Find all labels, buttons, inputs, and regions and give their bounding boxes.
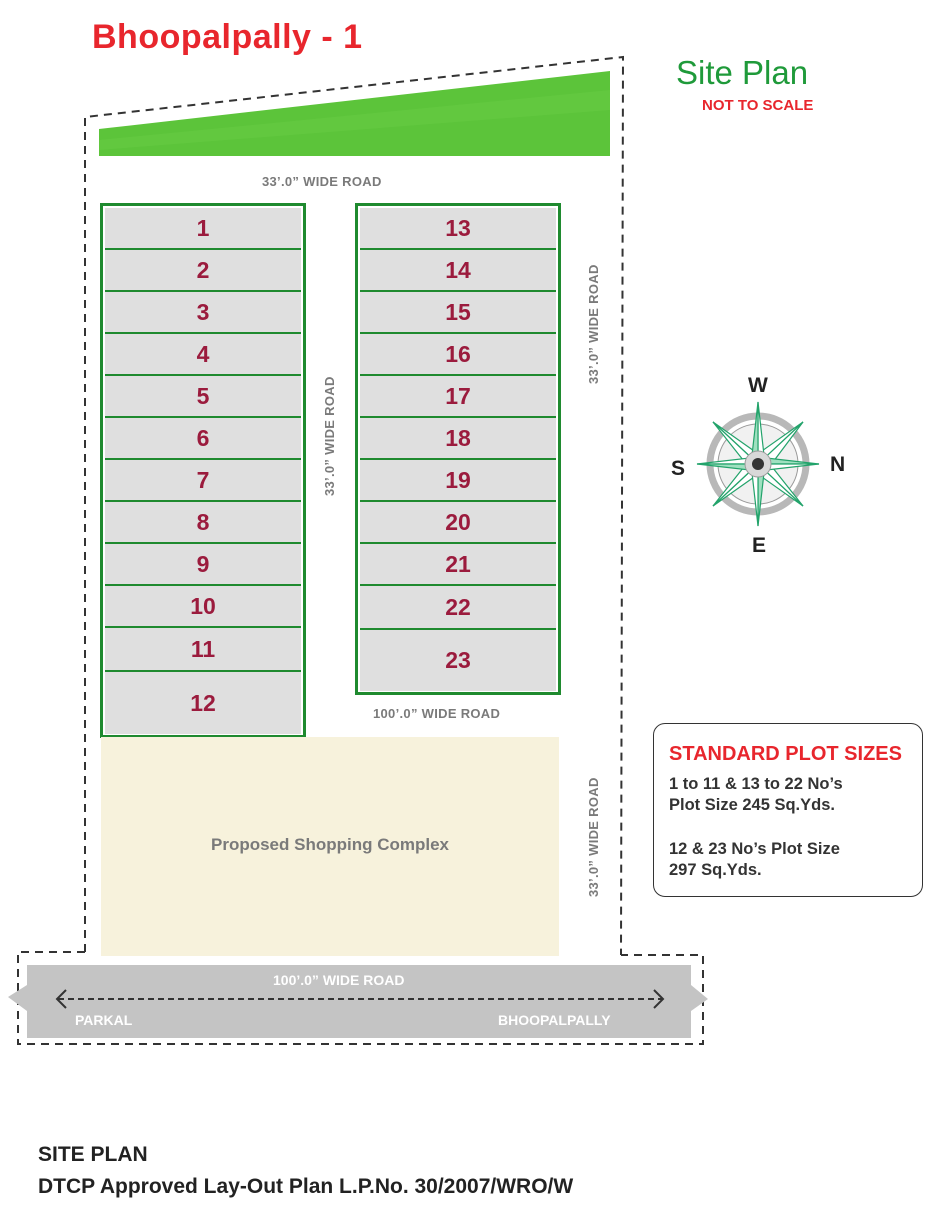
plot-9[interactable]: 9: [105, 544, 301, 586]
plot-14[interactable]: 14: [360, 250, 556, 292]
compass-south-label: S: [671, 457, 686, 480]
plot-15[interactable]: 15: [360, 292, 556, 334]
top-road-label: 33’.0” WIDE ROAD: [262, 174, 382, 189]
plot-23[interactable]: 23: [360, 630, 556, 691]
lower-road-label: 100’.0” WIDE ROAD: [373, 706, 501, 721]
plot-19[interactable]: 19: [360, 460, 556, 502]
plot-sizes-title: STANDARD PLOT SIZES: [669, 743, 902, 765]
footer-approval-note: DTCP Approved Lay-Out Plan L.P.No. 30/2007/WRO/W: [38, 1175, 574, 1198]
plot-10[interactable]: 10: [105, 586, 301, 628]
plot-2[interactable]: 2: [105, 250, 301, 292]
plot-sizes-line-1: 1 to 11 & 13 to 22 No’s: [669, 775, 843, 793]
plot-17[interactable]: 17: [360, 376, 556, 418]
plot-22[interactable]: 22: [360, 586, 556, 630]
compass-west-label: W: [748, 374, 768, 397]
right-plot-block: [355, 203, 561, 695]
compass-north-label: N: [830, 453, 846, 476]
parkal-direction-label: PARKAL: [75, 1012, 133, 1028]
plot-8[interactable]: 8: [105, 502, 301, 544]
plot-12[interactable]: 12: [105, 672, 301, 734]
middle-road-label: 33’.0” WIDE ROAD: [322, 376, 337, 496]
plot-sizes-line-4: 297 Sq.Yds.: [669, 861, 762, 879]
plot-20[interactable]: 20: [360, 502, 556, 544]
plot-3[interactable]: 3: [105, 292, 301, 334]
plot-7[interactable]: 7: [105, 460, 301, 502]
plot-13[interactable]: 13: [360, 208, 556, 250]
right-road-label-lower: 33’.0” WIDE ROAD: [586, 777, 601, 897]
plot-6[interactable]: 6: [105, 418, 301, 460]
footer-site-plan: SITE PLAN: [38, 1143, 148, 1166]
plot-16[interactable]: 16: [360, 334, 556, 376]
page-title: Bhoopalpally - 1: [92, 18, 363, 56]
site-plan-heading: Site Plan: [676, 54, 809, 91]
left-plot-block: [100, 203, 306, 738]
not-to-scale-note: NOT TO SCALE: [702, 97, 814, 114]
compass-rose-icon: [695, 400, 825, 530]
bhoopalpally-direction-label: BHOOPALPALLY: [498, 1012, 611, 1028]
plot-sizes-line-3: 12 & 23 No’s Plot Size: [669, 840, 840, 858]
right-road-label-upper: 33’.0” WIDE ROAD: [586, 264, 601, 384]
compass-east-label: E: [752, 534, 767, 557]
plot-5[interactable]: 5: [105, 376, 301, 418]
plot-18[interactable]: 18: [360, 418, 556, 460]
plot-4[interactable]: 4: [105, 334, 301, 376]
plot-21[interactable]: 21: [360, 544, 556, 586]
plot-sizes-line-2: Plot Size 245 Sq.Yds.: [669, 796, 835, 814]
plot-11[interactable]: 11: [105, 628, 301, 672]
shopping-complex-label: Proposed Shopping Complex: [210, 835, 449, 854]
main-road-label: 100’.0” WIDE ROAD: [273, 972, 405, 988]
plot-1[interactable]: 1: [105, 208, 301, 250]
